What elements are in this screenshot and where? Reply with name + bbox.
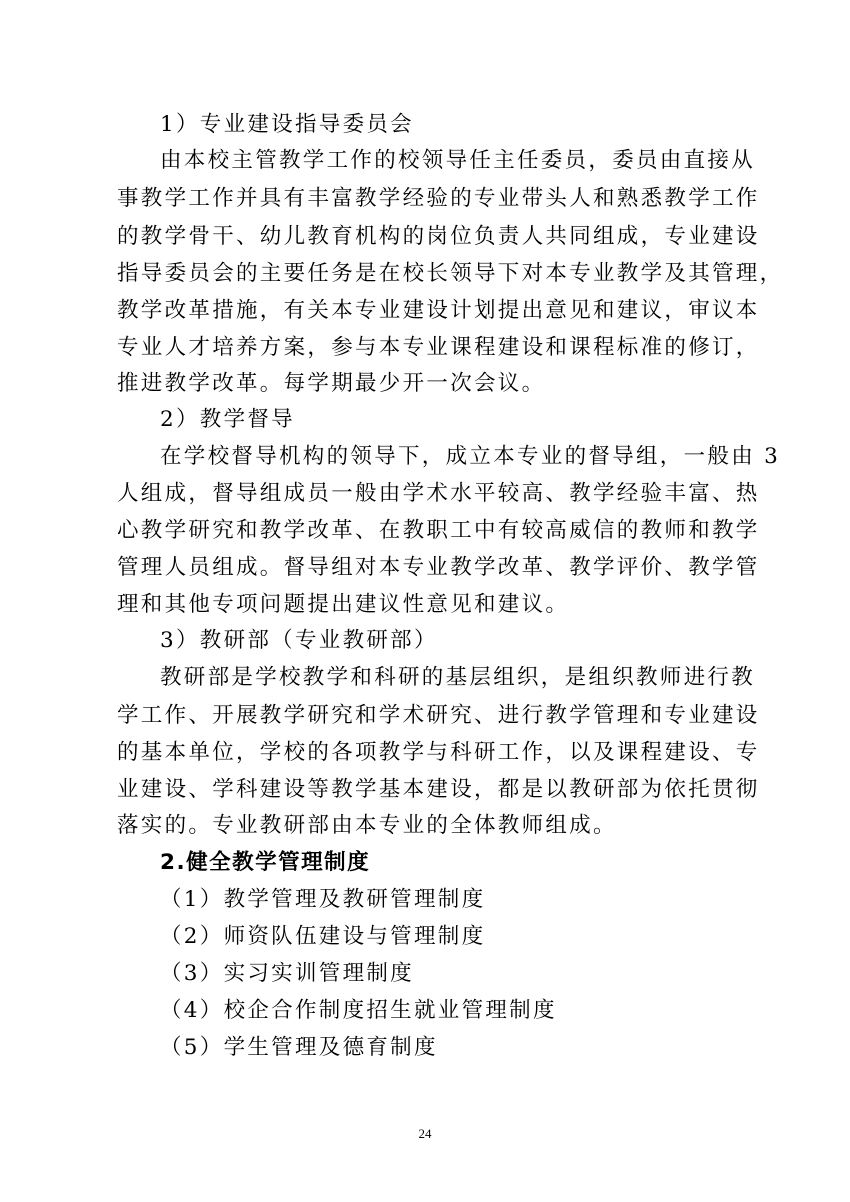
page-number: 24 (418, 1126, 432, 1141)
paragraph-line: 指导委员会的主要任务是在校长领导下对本专业教学及其管理， (117, 261, 784, 286)
subheading-teaching-research-dept: 3）教研部（专业教研部） (160, 628, 438, 653)
paragraph-line: 学工作、开展教学研究和学术研究、进行教学管理和专业建设 (117, 703, 760, 728)
paragraph-line: 落实的。专业教研部由本专业的全体教师组成。 (117, 813, 617, 838)
paragraph-line: 心教学研究和教学改革、在教职工中有较高威信的教师和教学 (117, 518, 760, 543)
paragraph-line: 人组成，督导组成员一般由学术水平较高、教学经验丰富、热 (117, 481, 760, 506)
paragraph-line: 管理人员组成。督导组对本专业教学改革、教学评价、教学管 (117, 555, 760, 580)
paragraph-line: 事教学工作并具有丰富教学经验的专业带头人和熟悉教学工作 (117, 186, 760, 211)
paragraph-line: 专业人才培养方案，参与本专业课程建设和课程标准的修订， (117, 335, 760, 360)
section-heading-management-system: 2.健全教学管理制度 (160, 850, 371, 875)
paragraph-line: 教学改革措施，有关本专业建设计划提出意见和建议，审议本 (117, 298, 760, 323)
subheading-teaching-supervision: 2）教学督导 (160, 407, 295, 432)
list-item: （2）师资队伍建设与管理制度 (160, 924, 486, 949)
paragraph-line: 由本校主管教学工作的校领导任主任委员，委员由直接从 (160, 148, 756, 173)
paragraph-line: 在学校督导机构的领导下，成立本专业的督导组，一般由 3 (160, 444, 781, 469)
paragraph-line: 教研部是学校教学和科研的基层组织，是组织教师进行教 (160, 665, 756, 690)
paragraph-line: 理和其他专项问题提出建议性意见和建议。 (117, 592, 570, 617)
subheading-guidance-committee: 1）专业建设指导委员会 (160, 112, 414, 137)
list-item: （1）教学管理及教研管理制度 (160, 887, 486, 912)
paragraph-line: 推进教学改革。每学期最少开一次会议。 (117, 371, 546, 396)
list-item: （3）实习实训管理制度 (160, 961, 414, 986)
paragraph-line: 业建设、学科建设等教学基本建设，都是以教研部为依托贯彻 (117, 777, 760, 802)
list-item: （4）校企合作制度招生就业管理制度 (160, 998, 557, 1023)
paragraph-line: 的教学骨干、幼儿教育机构的岗位负责人共同组成，专业建设 (117, 224, 760, 249)
paragraph-line: 的基本单位，学校的各项教学与科研工作，以及课程建设、专 (117, 740, 760, 765)
list-item: （5）学生管理及德育制度 (160, 1035, 438, 1060)
